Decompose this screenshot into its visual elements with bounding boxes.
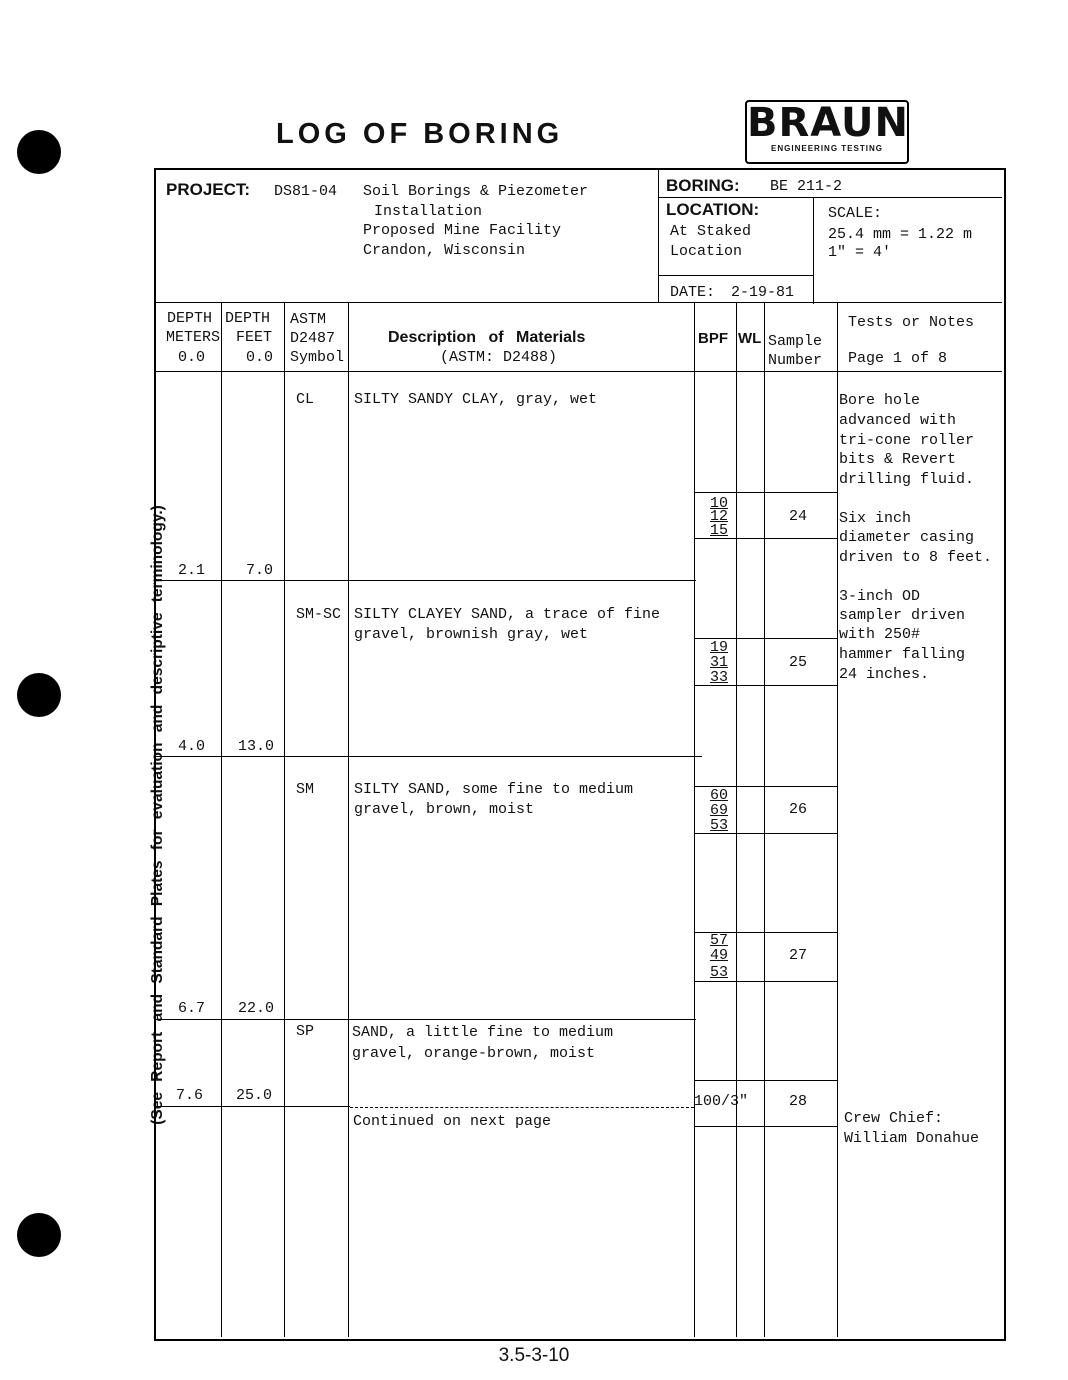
project-line-4: Crandon, Wisconsin: [363, 242, 526, 259]
sample-number: 24: [789, 508, 808, 525]
blow-count: 33: [710, 669, 729, 686]
boring-label: BORING:: [666, 176, 740, 195]
sample-number: 25: [789, 654, 808, 671]
bpf-header: BPF: [698, 330, 728, 347]
logo-name: BRAUN: [747, 100, 909, 146]
continued-note: Continued on next page: [353, 1113, 552, 1130]
layer-boundary: [156, 580, 696, 581]
layer-boundary: [156, 1019, 696, 1020]
layer-boundary: [156, 756, 702, 757]
project-line-2: Installation: [374, 203, 483, 220]
note-line: Bore hole: [839, 392, 921, 409]
depth-feet-header-1: DEPTH: [225, 310, 271, 327]
project-number: DS81-04: [274, 183, 338, 200]
crew-chief-name: William Donahue: [844, 1130, 980, 1147]
layer-bottom-meters: 6.7: [178, 1000, 206, 1017]
layer-symbol: SP: [296, 1023, 315, 1040]
page-footer: 3.5-3-10: [498, 1345, 570, 1366]
depth-meters-header-2: METERS: [166, 329, 221, 346]
side-note: (See Report and Standard Plates for evaluation and descriptive terminology.): [149, 505, 166, 1125]
astm-header-3: Symbol: [290, 349, 345, 366]
layer-symbol: CL: [296, 391, 315, 408]
sample-number: 28: [789, 1093, 808, 1110]
layer-boundary: [156, 1106, 350, 1107]
braun-logo: [745, 100, 909, 164]
blow-count: 49: [710, 947, 729, 964]
crew-chief-label: Crew Chief:: [844, 1110, 944, 1127]
note-line: bits & Revert: [839, 451, 957, 468]
layer-description: gravel, orange-brown, moist: [352, 1045, 596, 1062]
layer-description: SILTY SANDY CLAY, gray, wet: [354, 391, 598, 408]
note-line: drilling fluid.: [839, 471, 975, 488]
blow-count: 100/3": [694, 1093, 749, 1110]
depth-meters-start: 0.0: [178, 349, 206, 366]
note-line: 24 inches.: [839, 666, 930, 683]
layer-bottom-feet: 22.0: [238, 1000, 275, 1017]
blow-count: 53: [710, 817, 729, 834]
layer-description: SILTY CLAYEY SAND, a trace of fine: [354, 606, 661, 623]
layer-bottom-feet: 13.0: [238, 738, 275, 755]
sample-header-2: Number: [768, 352, 823, 369]
note-line: with 250#: [839, 626, 921, 643]
blow-count: 69: [710, 802, 729, 819]
sample-number: 27: [789, 947, 808, 964]
note-line: driven to 8 feet.: [839, 549, 993, 566]
punch-hole: [17, 673, 61, 717]
blow-count: 57: [710, 932, 729, 949]
blow-count: 12: [710, 508, 729, 525]
location-line-2: Location: [670, 243, 743, 260]
depth-feet-header-2: FEET: [236, 329, 273, 346]
layer-description: SILTY SAND, some fine to medium: [354, 781, 634, 798]
layer-symbol: SM: [296, 781, 315, 798]
tests-header: Tests or Notes: [848, 314, 975, 331]
blow-count: 53: [710, 964, 729, 981]
layer-bottom-meters: 4.0: [178, 738, 206, 755]
scale-line-2: 1" = 4': [828, 244, 892, 261]
document-title: LOG OF BORING: [276, 118, 564, 150]
note-line: hammer falling: [839, 646, 966, 663]
note-line: advanced with: [839, 412, 957, 429]
note-line: tri-cone roller: [839, 432, 975, 449]
blow-count: 60: [710, 787, 729, 804]
location-label: LOCATION:: [666, 200, 760, 219]
depth-meters-header-1: DEPTH: [167, 310, 213, 327]
astm-header-2: D2487: [290, 330, 336, 347]
sample-number: 26: [789, 801, 808, 818]
punch-hole: [17, 130, 61, 174]
date-value: 2-19-81: [731, 284, 795, 301]
project-line-3: Proposed Mine Facility: [363, 222, 562, 239]
astm-header-1: ASTM: [290, 311, 327, 328]
layer-description: gravel, brown, moist: [354, 801, 535, 818]
layer-bottom-meters: 2.1: [178, 562, 206, 579]
depth-feet-start: 0.0: [246, 349, 274, 366]
blow-count: 15: [710, 522, 729, 539]
layer-bottom-meters: 7.6: [176, 1087, 204, 1104]
layer-description: SAND, a little fine to medium: [352, 1024, 614, 1041]
page-number: Page 1 of 8: [848, 350, 948, 367]
punch-hole: [17, 1213, 61, 1257]
blow-count: 10: [710, 495, 729, 512]
description-header: Description of Materials: [388, 329, 586, 346]
project-label: PROJECT:: [166, 180, 251, 199]
description-subheader: (ASTM: D2488): [440, 349, 558, 366]
wl-header: WL: [738, 330, 762, 347]
layer-description: gravel, brownish gray, wet: [354, 626, 589, 643]
note-line: Six inch: [839, 510, 912, 527]
layer-symbol: SM-SC: [296, 606, 342, 623]
scale-line-1: 25.4 mm = 1.22 m: [828, 226, 973, 243]
note-line: sampler driven: [839, 607, 966, 624]
blow-count: 19: [710, 639, 729, 656]
layer-bottom-feet: 7.0: [246, 562, 274, 579]
location-line-1: At Staked: [670, 223, 752, 240]
layer-bottom-feet: 25.0: [236, 1087, 273, 1104]
blow-count: 31: [710, 654, 729, 671]
logo-subtitle: ENGINEERING TESTING: [771, 144, 883, 153]
continuation-line: [350, 1107, 694, 1108]
note-line: diameter casing: [839, 529, 975, 546]
boring-value: BE 211-2: [770, 178, 843, 195]
scale-label: SCALE:: [828, 205, 883, 222]
sample-header-1: Sample: [768, 333, 823, 350]
date-label: DATE:: [670, 284, 716, 301]
note-line: 3-inch OD: [839, 588, 921, 605]
project-line-1: Soil Borings & Piezometer: [363, 183, 589, 200]
